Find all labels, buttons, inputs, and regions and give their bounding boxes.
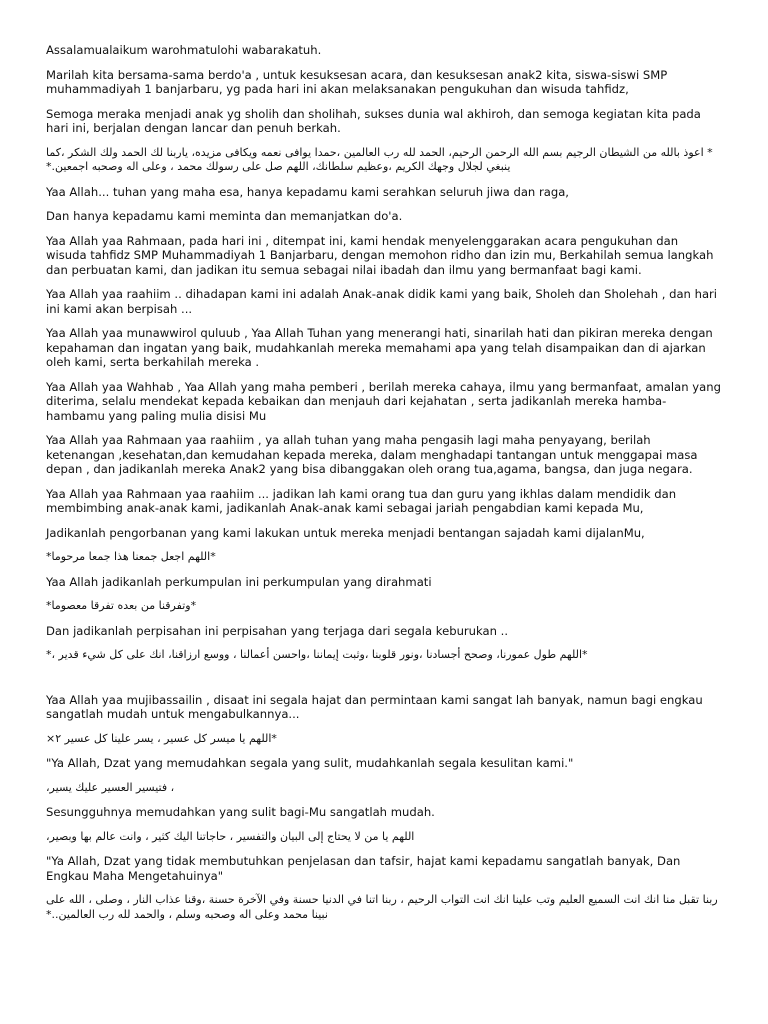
arabic-prayer-paragraph: ربنا تقبل منا انك انت السميع العليم وتب علينا انك انت التواب الرحيم ، ربنا اتنا في الدنيا حسنة وفي الآخرة حسنة ،وقنا عذاب النار ، وصلى ، الله على نبينا محمد وعلى اله وصحبه وسلم ، والحمد لله رب العالمين..* (46, 893, 718, 921)
text-paragraph: Dan hanya kepadamu kami meminta dan memanjatkan do'a. (46, 209, 403, 223)
paragraph-spacer (46, 673, 722, 693)
text-paragraph: Yaa Allah yaa Wahhab , Yaa Allah yang maha pemberi , berilah mereka cahaya, ilmu yang bermanfaat, amalan yang diterima, selalu mendekat kepada kebaikan dan menjauh dari kejahatan , serta jadikanlah mereka hamba-hambamu yang paling mulia disisi Mu (46, 379, 721, 423)
text-paragraph: Dan jadikanlah perpisahan ini perpisahan yang terjaga dari segala keburukan .. (46, 623, 509, 638)
text-paragraph: Assalamualaikum warohmatulohi wabarakatuh. (46, 43, 322, 57)
arabic-prayer-paragraph: ، فتيسير العسير عليك يسير، (46, 780, 175, 794)
document-body (46, 43, 722, 922)
text-paragraph: "Ya Allah, Dzat yang tidak membutuhkan penjelasan dan tafsir, hajat kami kepadamu sangatlah banyak, Dan Engkau Maha Mengetahuinya" (46, 854, 681, 883)
text-paragraph: Jadikanlah pengorbanan yang kami lakukan untuk mereka menjadi bentangan sajadah kami dijalanMu, (46, 525, 645, 540)
text-paragraph: Yaa Allah yaa Rahmaan, pada hari ini , ditempat ini, kami hendak menyelenggarakan acara pengukuhan dan wisuda tahfidz SMP Muhammadiyah 1 Banjarbaru, dengan memohon ridho dan izin mu, Berkahilah semua langkah dan perbuatan kami, dan jadikan itu semua sebagai nilai ibadah dan ilmu yang bermanfaat bagi kami. (46, 233, 714, 277)
text-paragraph: Yaa Allah yaa mujibassailin , disaat ini segala hajat dan permintaan kami sangat lah banyak, namun bagi engkau sangatlah mudah untuk mengabulkannya... (46, 692, 703, 721)
arabic-prayer-paragraph: اللهم يا من لا يحتاج إلى البيان والتفسير ، حاجاتنا اليك كثير ، وانت عالم بها وبصير، (46, 829, 415, 843)
text-paragraph: Semoga meraka menjadi anak yg sholih dan sholihah, sukses dunia wal akhiroh, dan semoga kegiatan kita pada hari ini, berjalan dengan lancar dan penuh berkah. (46, 106, 701, 135)
text-paragraph: Yaa Allah yaa Rahmaan yaa raahiim ... jadikan lah kami orang tua dan guru yang ikhlas dalam mendidik dan membimbing anak-anak kami, jadikanlah Anak-anak kami sebagai jariah pengabdian kami kepada Mu, (46, 486, 677, 515)
arabic-prayer-paragraph: * اعوذ بالله من الشيطان الرجيم بسم الله الرحمن الرحيم، الحمد لله رب العالمين ،حمدا يوافى نعمه ويكافى مزيده، ياربنا لك الحمد ولك الشكر ،كما ينبغي لجلال وجهك الكريم ،وعظيم سلطانك، اللهم صل على رسولك محمد ، وعلى اله وصحبه اجمعين.* (46, 145, 713, 173)
text-paragraph: Yaa Allah yaa munawwirol quluub , Yaa Allah Tuhan yang menerangi hati, sinarilah hati dan pikiran mereka dengan kepahaman dan ingatan yang baik, mudahkanlah mereka memahami apa yang telah disampaikan dan di ajarkan oleh kami, serta berkahilah mereka . (46, 326, 713, 369)
text-paragraph: Marilah kita bersama-sama berdo'a , untuk kesuksesan acara, dan kesuksesan anak2 kita, siswa-siswi SMP muhammadiyah 1 banjarbaru, yg pada hari ini akan melaksanakan pengukuhan dan wisuda tahfidz, (46, 67, 668, 96)
text-paragraph: Yaa Allah... tuhan yang maha esa, hanya kepadamu kami serahkan seluruh jiwa dan raga, (46, 184, 569, 199)
text-paragraph: Yaa Allah jadikanlah perkumpulan ini perkumpulan yang dirahmati (46, 574, 432, 589)
arabic-prayer-paragraph: *اللهم طول عمورنا، وصحح أجسادنا ،ونور قلوبنا ،وثبت إيماننا ،واحسن أعمالنا ، ووسع ارزاقنا، انك على كل شيء قدير ،* (46, 648, 588, 661)
text-paragraph: Yaa Allah yaa raahiim .. dihadapan kami ini adalah Anak-anak didik kami yang baik, Sholeh dan Sholehah , dan hari ini kami akan berpisah ... (46, 287, 718, 316)
arabic-prayer-paragraph: *اللهم يا ميسر كل عسير ، يسر علينا كل عسير ٢× (46, 731, 277, 745)
arabic-prayer-paragraph: *اللهم اجعل جمعنا هذا جمعا مرحوما* (46, 550, 216, 563)
arabic-prayer-paragraph: *وتفرقنا من بعده تفرقا معصوما* (46, 599, 197, 612)
text-paragraph: Sesungguhnya memudahkan yang sulit bagi-Mu sangatlah mudah. (46, 805, 435, 819)
text-paragraph: Yaa Allah yaa Rahmaan yaa raahiim , ya allah tuhan yang maha pengasih lagi maha penyayang, berilah ketenangan ,kesehatan,dan kemudahan kepada mereka, dalam menghadapi tantangan untuk menggapai masa depan , dan jadikanlah mereka Anak2 yang bisa dibanggakan oleh orang tua,agama, bangsa, dan juga negara. (46, 433, 698, 476)
text-paragraph: "Ya Allah, Dzat yang memudahkan segala yang sulit, mudahkanlah segala kesulitan kami." (46, 756, 574, 770)
